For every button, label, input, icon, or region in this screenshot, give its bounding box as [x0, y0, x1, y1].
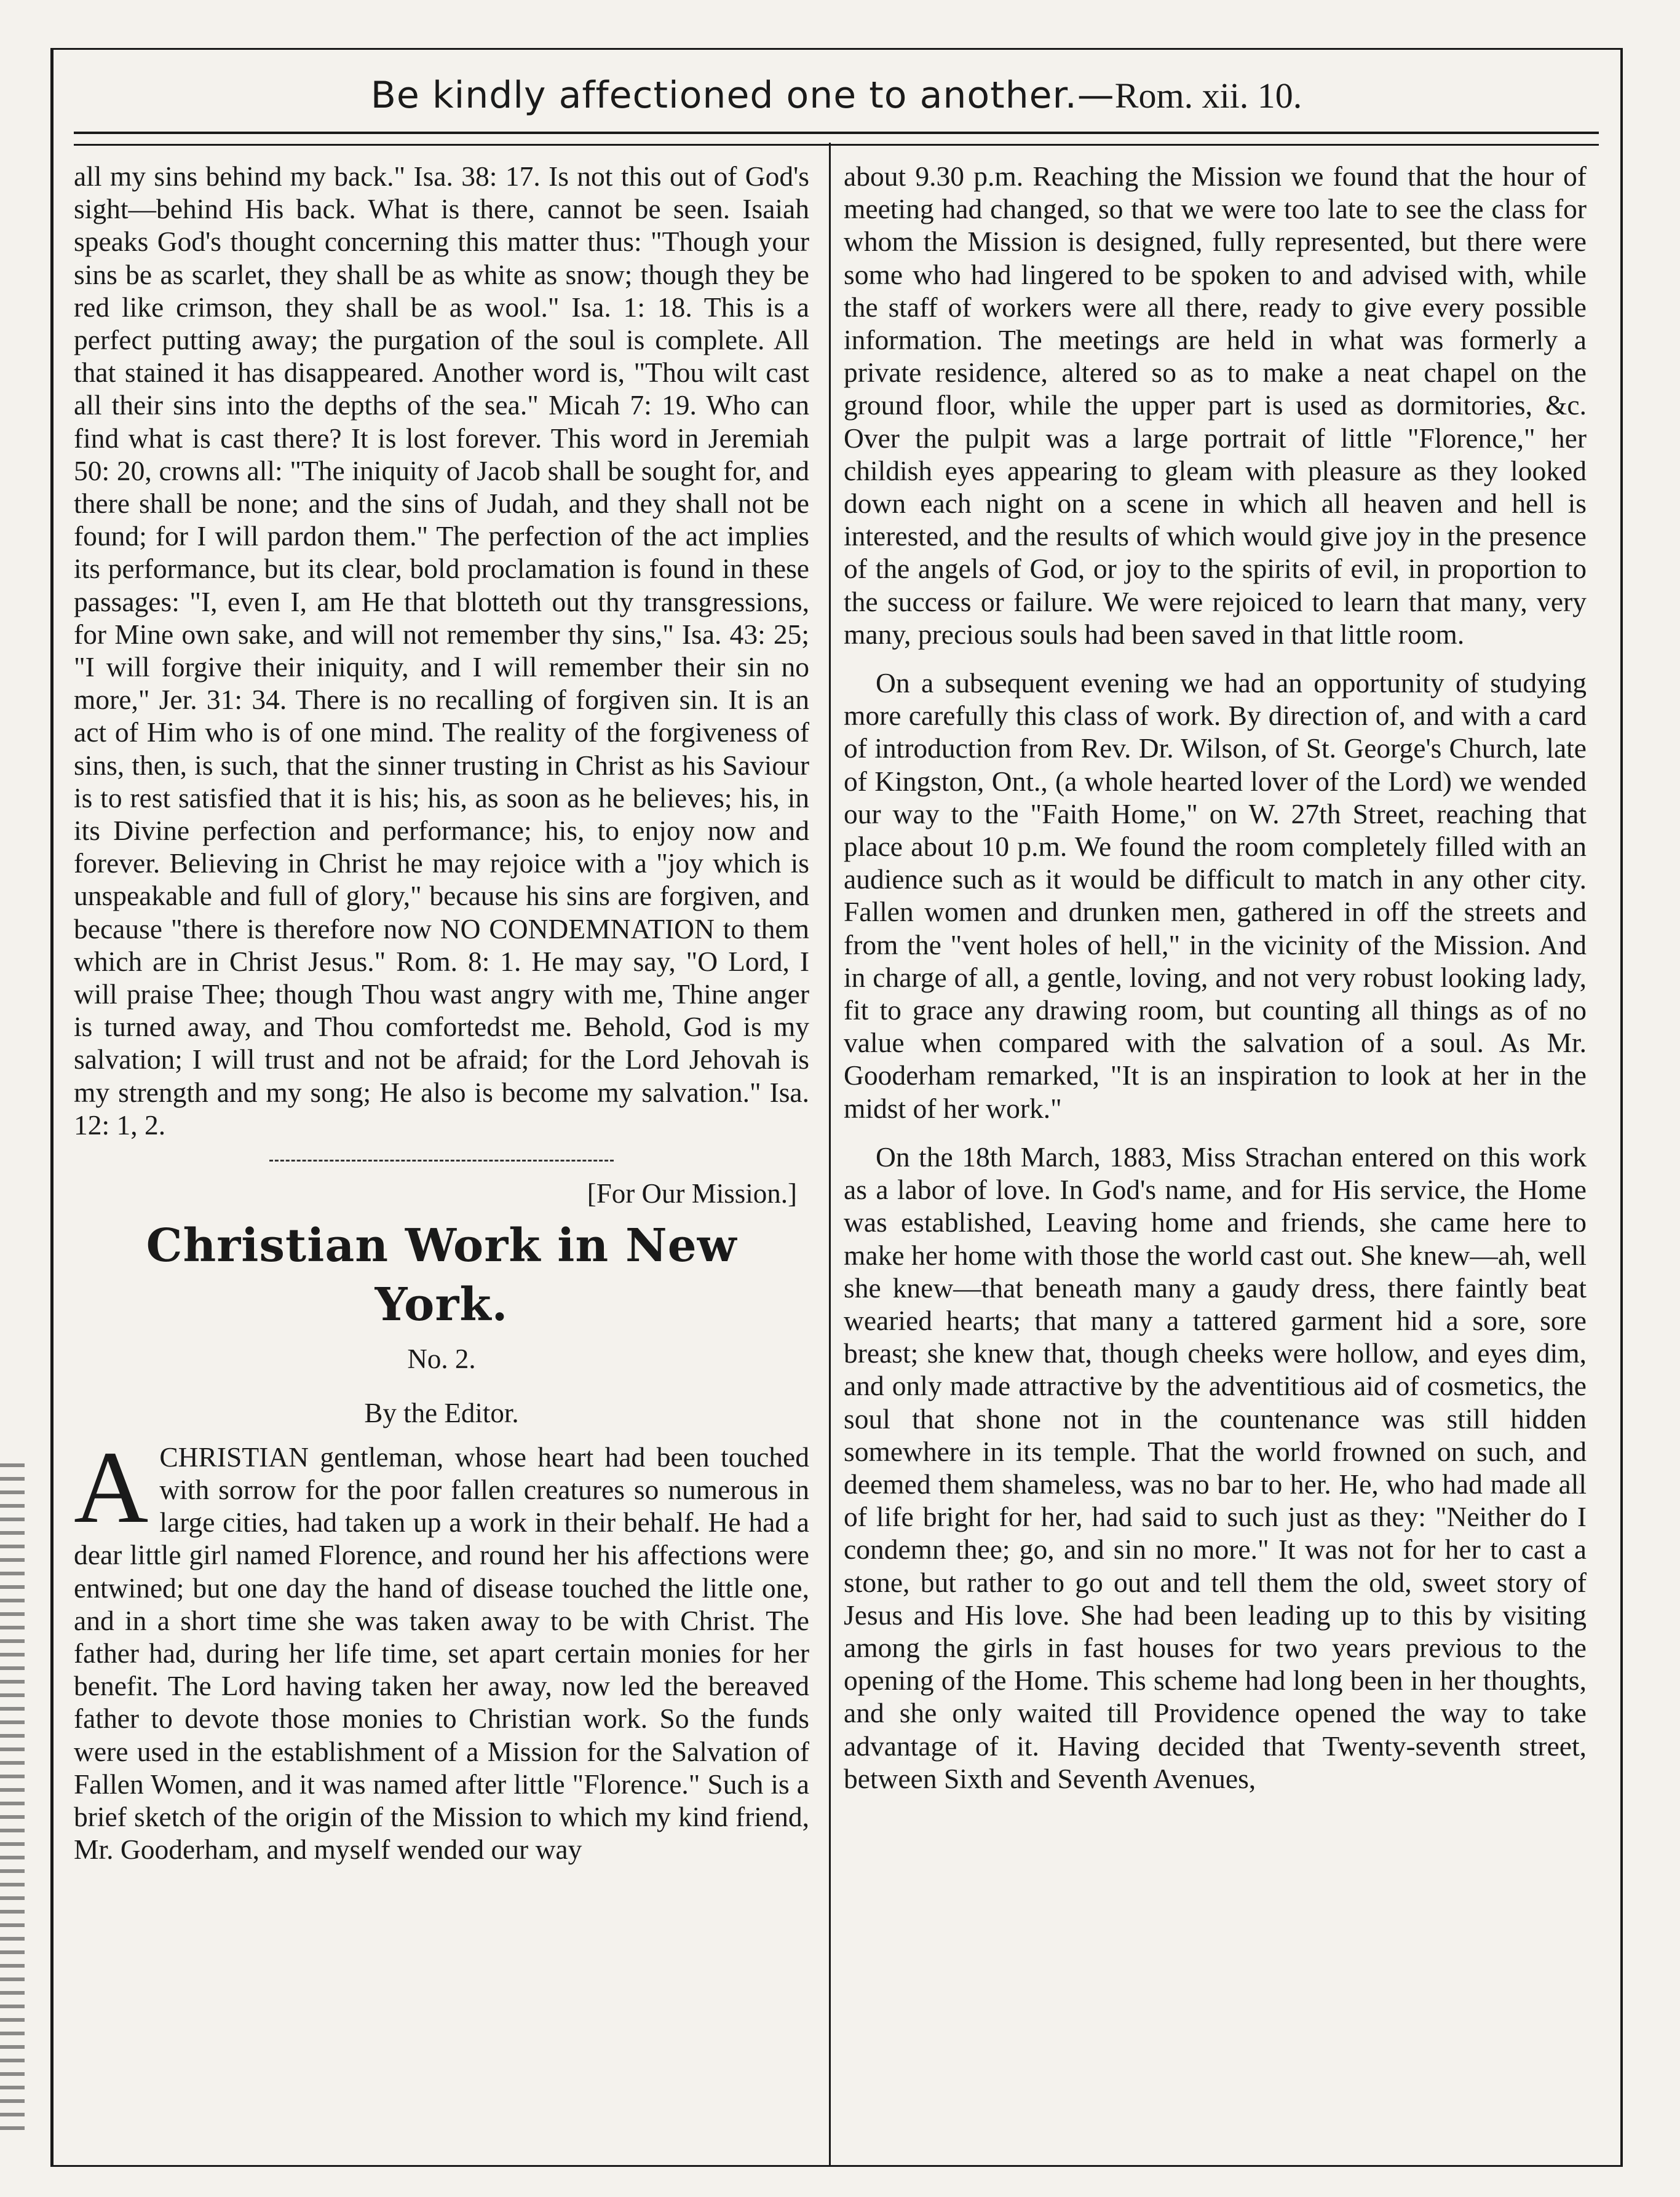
- scripture-paragraph: all my sins behind my back." Isa. 38: 17. Is not this out of God's sight—behind His back. What is there, cannot be seen. Isaiah speaks God's thought concerning this matter thus: "Though your sins be as scarlet, they shall be as white as snow; though they be red like crimson, they shall be as wool." Isa. 1: 18. This is a perfect putting away; the purgation of the soul is complete. All that stained it has disappeared. Another word is, "Thou wilt cast all their sins into the depths of the sea." Micah 7: 19. Who can find what is cast there? It is lost forever. This word in Jeremiah 50: 20, crowns all: "The iniquity of Jacob shall be sought for, and there shall be none; and the sins of Judah, and they shall not be found; for I will pardon them." The perfection of the act implies its performance, but its clear, bold proclamation is found in these passages: "I, even I, am He that blotteth out thy transgressions, for Mine own sake, and will not remember thy sins," Isa. 43: 25; "I will forgive their iniquity, and I will remember their sin no more," Jer. 31: 34. There is no recalling of forgiven sin. It is an act of Him who is of one mind. The reality of the forgiveness of sins, then, is such, that the sinner trusting in Christ as his Saviour is to rest satisfied that it is his; his, as soon as he believes; his, in its Divine perfection and performance; his, to enjoy now and forever. Believing in Christ he may rejoice with a "joy which is unspeakable and full of glory," because his sins are forgiven, and because "there is therefore now NO CONDEMNATION to them which are in Christ Jesus." Rom. 8: 1. He may say, "O Lord, I will praise Thee; though Thou wast angry with me, Thine anger is turned away, and Thou comfortedst me. Behold, God is my salvation; I will trust and not be afraid; for the Lord Jehovah is my strength and my song; He also is become my salvation." Isa. 12: 1, 2.: [74, 160, 809, 1141]
- article-title: Christian Work in New York.: [146, 1219, 737, 1332]
- header-rule: [74, 132, 1599, 146]
- source-note: [For Our Mission.]: [587, 1178, 797, 1209]
- header-reference: Rom. xii. 10.: [1114, 76, 1302, 116]
- left-margin-smudge: [0, 1463, 25, 2140]
- article-paragraph: On the 18th March, 1883, Miss Strachan entered on this work as a labor of love. In God's name, and for His service, the Home was established, Leaving home and friends, she came here to make her home with those the world cast out. She knew—ah, well she knew—that beneath many a gaudy dress, there faintly beat wearied hearts; that many a tattered garment hid a sore, sore breast; she knew that, though cheeks were hollow, and eyes dim, and only made attractive by the adventitious aid of cosmetics, the soul that shone not in the countenance was still hidden somewhere in its temple. That the world frowned on such, and deemed them shameless, was no bar to her. He, who had made all of life bright for her, had said to such just as they: "Neither do I condemn thee; go, and sin no more." It was not for her to cast a stone, but rather to go out and tell them the old, sweet story of Jesus and His love. She had been leading up to this by visiting among the girls in fast houses for two years previous to the opening of the Home. This scheme had long been in her thoughts, and she only waited till Providence opened the way to take advantage of it. Having decided that Twenty-seventh street, between Sixth and Seventh Avenues,: [844, 1141, 1587, 1794]
- article-number: No. 2.: [407, 1344, 476, 1375]
- article-byline: By the Editor.: [364, 1397, 519, 1428]
- article-paragraph: On a subsequent evening we had an opportunity of studying more carefully this class of work. By direction of, and with a card of introduction from Rev. Dr. Wilson, of St. George's Church, late of Kingston, Ont., (a whole hearted lover of the Lord) we wended our way to the "Faith Home," on W. 27th Street, reaching that place about 10 p.m. We found the room completely filled with an audience such as it would be difficult to match in any other city. Fallen women and drunken men, gathered in off the streets and from the "vent holes of hell," in the vicinity of the Mission. And in charge of all, a gentle, loving, and not very robust looking lady, fit to grace any drawing room, but counting all things as of no value when compared with the salvation of a soul. As Mr. Gooderham remarked, "It is an inspiration to look at her in the midst of her work.": [844, 667, 1587, 1124]
- section-divider: [269, 1160, 614, 1162]
- right-column: [844, 160, 1587, 2164]
- first-paragraph-text: CHRISTIAN gentleman, whose heart had been touched with sorrow for the poor fallen creatures so numerous in large cities, had taken up a work in their behalf. He had a dear little girl named Florence, and round her his affections were entwined; but one day the hand of disease touched the little one, and in a short time she was taken away to be with Christ. The father had, during her life time, set apart certain monies for her benefit. The Lord having taken her away, now led the bereaved father to devote those monies to Christian work. So the funds were used in the establishment of a Mission for the Salvation of Fallen Women, and it was named after little "Florence." Such is a brief sketch of the origin of the Mission to which my kind friend, Mr. Gooderham, and myself wended our way: [74, 1441, 809, 1866]
- article-first-paragraph: [74, 1430, 809, 1866]
- drop-cap: A: [74, 1430, 149, 1545]
- page-header: [74, 61, 1599, 129]
- left-column: [74, 160, 809, 2164]
- header-motto: Be kindly affectioned one to another.—: [370, 74, 1115, 117]
- column-divider: [829, 143, 831, 2166]
- article-paragraph: about 9.30 p.m. Reaching the Mission we found that the hour of meeting had changed, so that we were too late to see the class for whom the Mission is designed, fully represented, but there were some who had lingered to be spoken to and advised with, while the staff of workers were all there, ready to give every possible information. The meetings are held in what was formerly a private residence, altered so as to make a neat chapel on the ground floor, while the upper part is used as dormitories, &c. Over the pulpit was a large portrait of little "Florence," her childish eyes appearing to gleam with pleasure as they looked down each night on a scene in which all heaven and hell is interested, and the results of which would give joy in the presence of the angels of God, or joy to the spirits of evil, in proportion to the success or failure. We were rejoiced to learn that many, very many, precious souls had been saved in that little room.: [844, 160, 1587, 650]
